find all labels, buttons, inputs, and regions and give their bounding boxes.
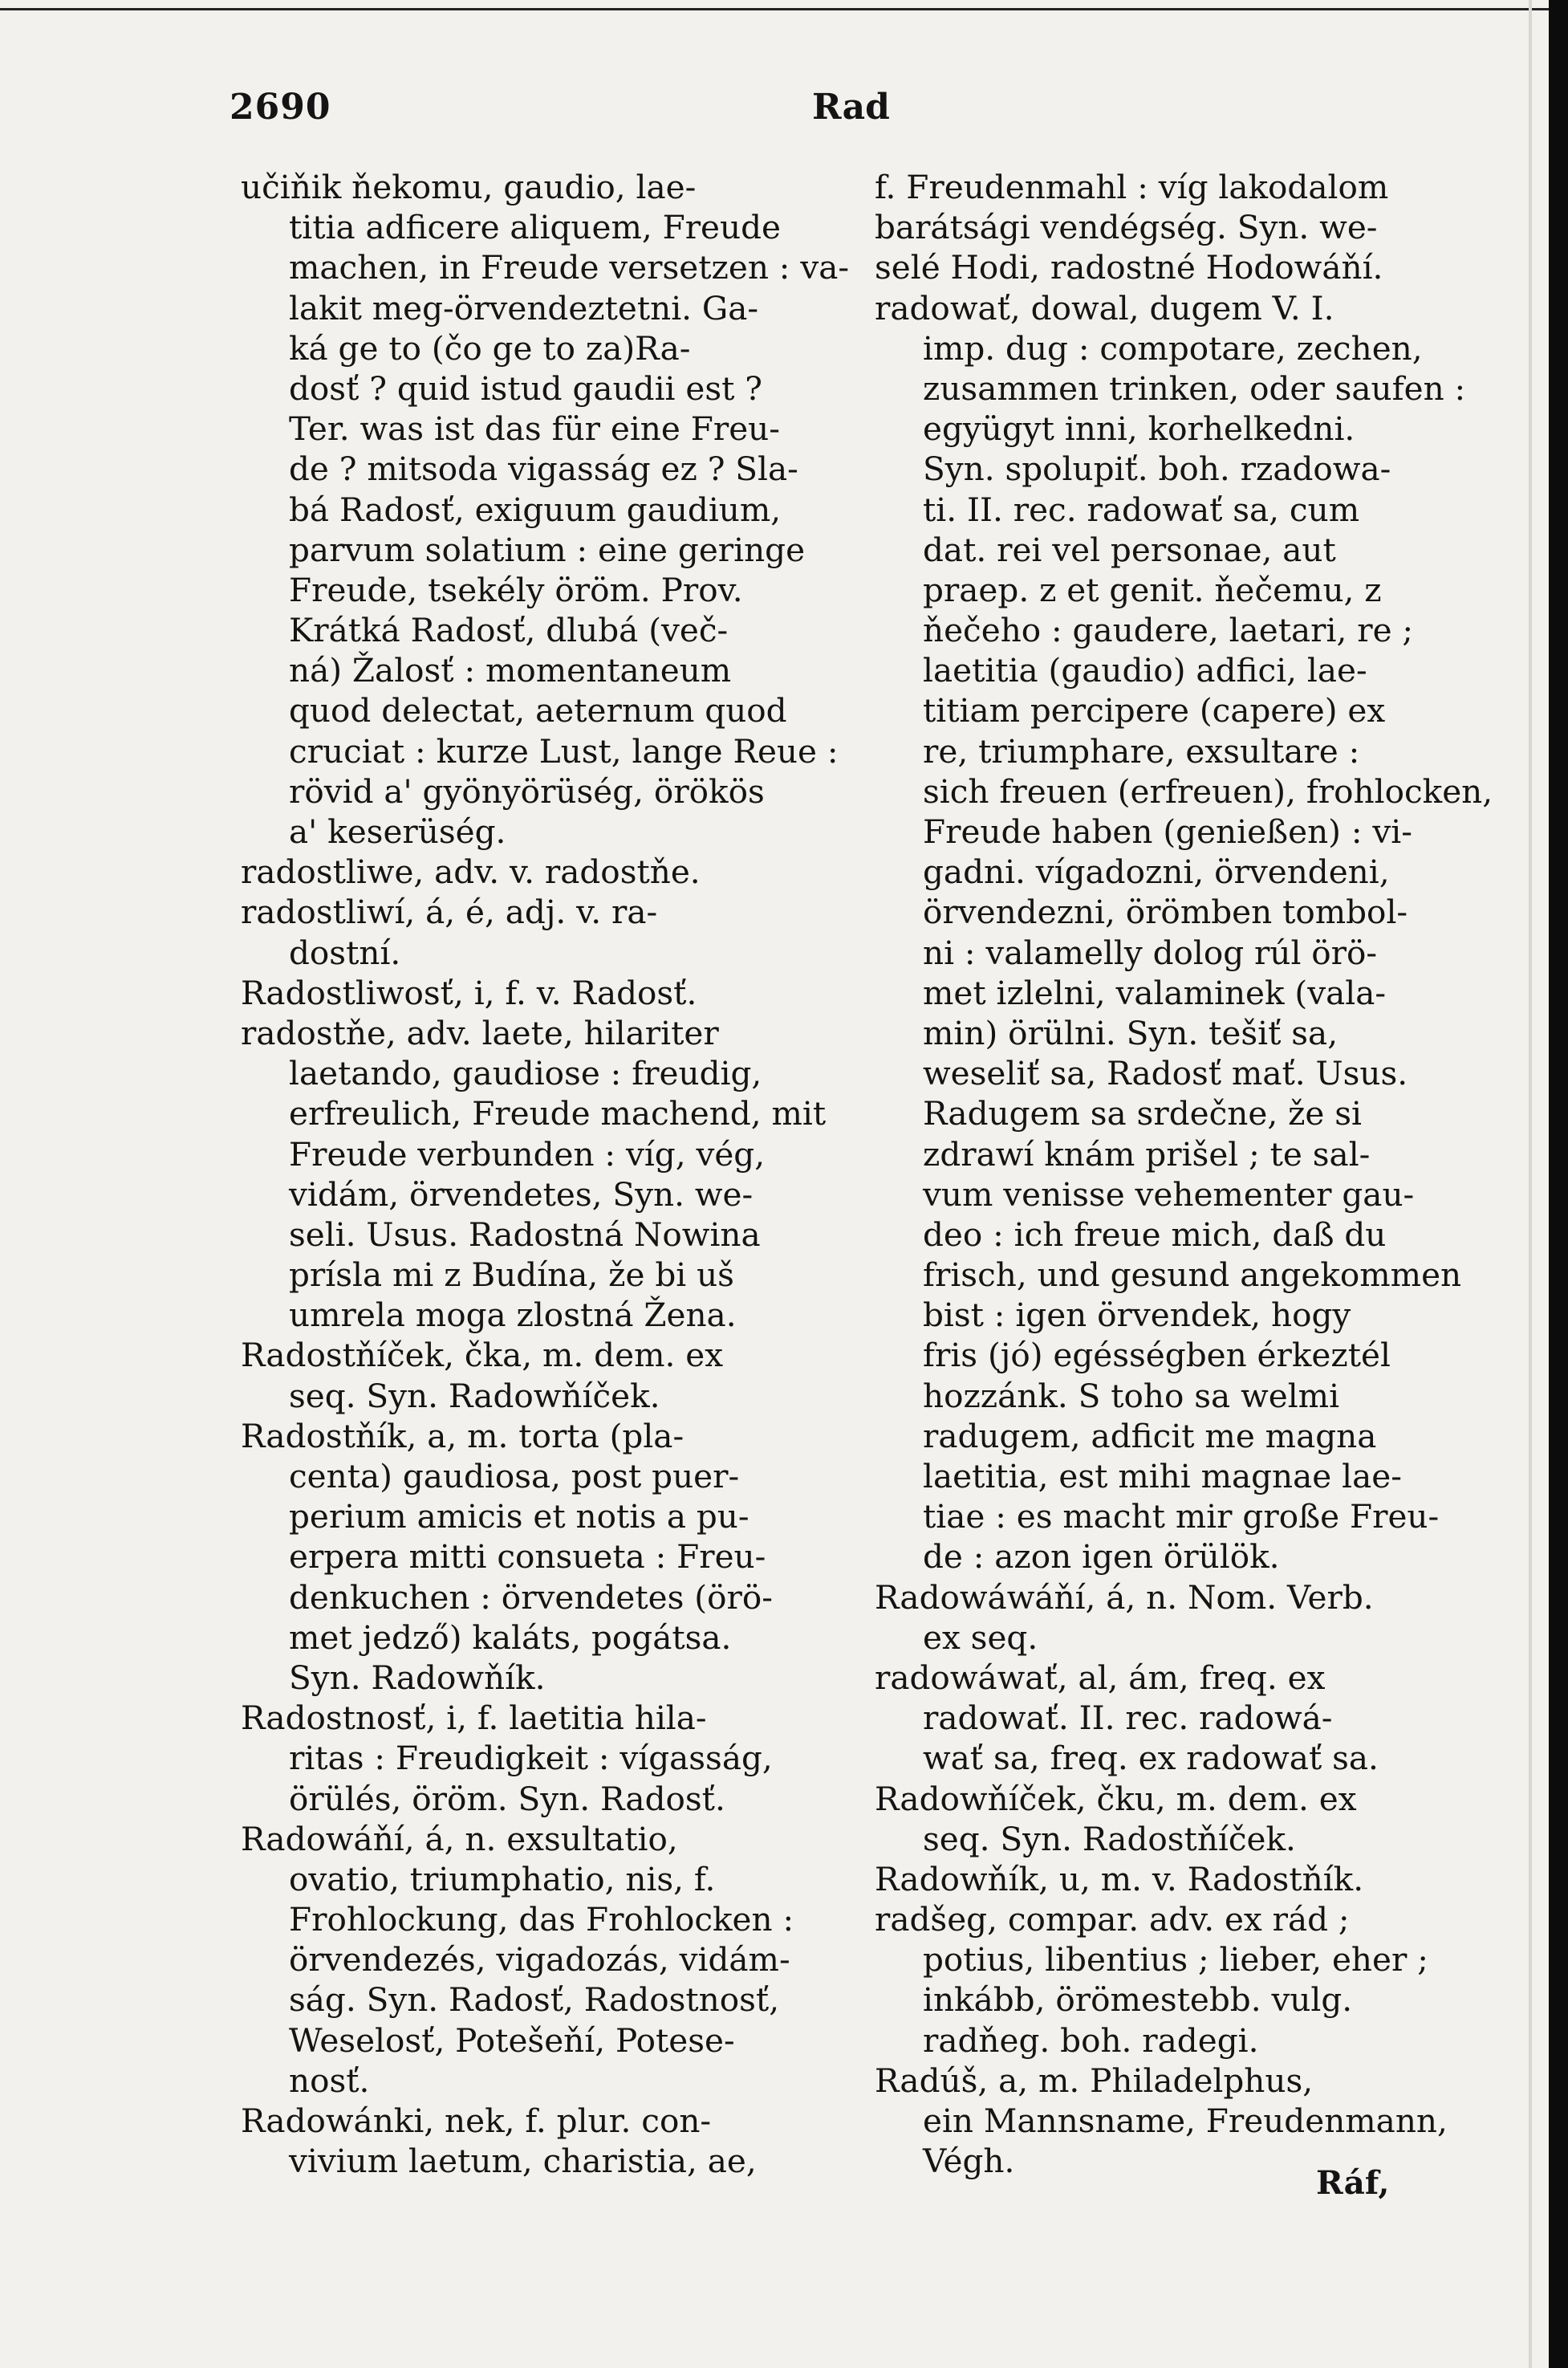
entry-line: sich freuen (erfreuen), frohlocken, — [923, 771, 1493, 811]
entry-headword-line: Radowňíček, čku, m. dem. ex — [875, 1779, 1357, 1818]
entry-line: Freude verbunden : víg, vég, — [289, 1134, 766, 1174]
entry-line: laetitia (gaudio) adfici, lae- — [923, 651, 1367, 690]
entry-line: Freude haben (genießen) : vi- — [923, 812, 1412, 851]
entry-headword-line: Radowáwáňí, á, n. Nom. Verb. — [875, 1577, 1374, 1617]
entry-line: Freude, tsekély öröm. Prov. — [289, 570, 743, 609]
entry-line: weseliť sa, Radosť mať. Usus. — [923, 1054, 1408, 1093]
entry-line: dostní. — [289, 933, 401, 972]
entry-line: imp. dug : compotare, zechen, — [923, 328, 1423, 368]
entry-line: machen, in Freude versetzen : va- — [289, 248, 850, 287]
entry-line: laetando, gaudiose : freudig, — [289, 1054, 762, 1093]
entry-line: dosť ? quid istud gaudii est ? — [289, 368, 762, 408]
entry-headword-line: radowáwať, al, ám, freq. ex — [875, 1658, 1326, 1697]
entry-line: hozzánk. S toho sa welmi — [923, 1376, 1340, 1415]
entry-headword-line: radšeg, compar. adv. ex rád ; — [875, 1900, 1350, 1939]
entry-line: centa) gaudiosa, post puer- — [289, 1457, 740, 1495]
entry-line: fris (jó) egésségben érkeztél — [923, 1336, 1391, 1375]
entry-headword-line: Radúš, a, m. Philadelphus, — [875, 2061, 1314, 2100]
entry-headword-line: Radostňíček, čka, m. dem. ex — [241, 1336, 724, 1375]
entry-line: de ? mitsoda vigasság ez ? Sla- — [289, 450, 798, 489]
entry-line: Weselosť, Potešeňí, Potese- — [289, 2020, 735, 2060]
entry-line: ritas : Freudigkeit : vígasság, — [289, 1739, 773, 1778]
right-column — [875, 167, 1493, 2181]
entry-line: cruciat : kurze Lust, lange Reue : — [289, 731, 839, 771]
entry-line: selé Hodi, radostné Hodowáňí. — [875, 248, 1383, 287]
entry-line: ság. Syn. Radosť, Radostnosť, — [289, 1980, 780, 2020]
entry-line: Radugem sa srdečne, že si — [923, 1094, 1362, 1133]
entry-headword-line: radowať, dowal, dugem V. I. — [875, 288, 1334, 328]
entry-headword-line: Radowňík, u, m. v. Radostňík. — [875, 1859, 1364, 1898]
entry-line: deo : ich freue mich, daß du — [923, 1215, 1387, 1254]
entry-line: min) örülni. Syn. tešiť sa, — [923, 1013, 1338, 1052]
entry-headword-line: Radowánki, nek, f. plur. con- — [241, 2101, 712, 2140]
entry-headword-line: radostliwe, adv. v. radostňe. — [241, 852, 701, 892]
entry-line: bist : igen örvendek, hogy — [923, 1296, 1351, 1335]
entry-line: örvendezés, vigadozás, vidám- — [289, 1940, 790, 1979]
entry-line: titiam percipere (capere) ex — [923, 691, 1386, 730]
entry-headword-line: radostňe, adv. laete, hilariter — [241, 1013, 719, 1052]
left-column — [241, 167, 850, 2181]
entry-line: parvum solatium : eine geringe — [289, 530, 806, 569]
entry-line: Syn. Radowňík. — [289, 1658, 546, 1697]
entry-line: potius, libentius ; lieber, eher ; — [923, 1940, 1428, 1979]
entry-line: a' keserüség. — [289, 812, 506, 851]
entry-line: radňeg. boh. radegi. — [923, 2020, 1259, 2060]
entry-line: met jedző) kaláts, pogátsa. — [289, 1617, 732, 1657]
entry-line: met izlelni, valaminek (vala- — [923, 973, 1387, 1012]
entry-line: ká ge to (čo ge to za)Ra- — [289, 328, 691, 368]
entry-headword-line: Radostnosť, i, f. laetitia hila- — [241, 1699, 707, 1738]
entry-line: gadni. vígadozni, örvendeni, — [923, 852, 1390, 892]
entry-line: erpera mitti consueta : Freu- — [289, 1537, 766, 1577]
entry-line: ti. II. rec. radowať sa, cum — [923, 490, 1360, 529]
entry-headword-line: Radostňík, a, m. torta (pla- — [241, 1416, 684, 1455]
entry-line: denkuchen : örvendetes (örö- — [289, 1577, 773, 1617]
entry-line: perium amicis et notis a pu- — [289, 1497, 749, 1536]
entry-line: frisch, und gesund angekommen — [923, 1255, 1462, 1295]
entry-line: örvendezni, örömben tombol- — [923, 893, 1408, 932]
entry-line: dat. rei vel personae, aut — [923, 530, 1336, 569]
entry-line: seq. Syn. Radostňíček. — [923, 1819, 1296, 1858]
entry-line: zusammen trinken, oder saufen : — [923, 368, 1466, 408]
entry-line: de : azon igen örülök. — [923, 1537, 1280, 1577]
entry-line: Syn. spolupiť. boh. rzadowa- — [923, 450, 1391, 489]
entry-line: Ter. was ist das für eine Freu- — [289, 409, 780, 449]
running-head: Rad — [812, 87, 890, 128]
catchword: Ráf, — [1316, 2163, 1390, 2202]
entry-line: inkább, örömestebb. vulg. — [923, 1980, 1353, 2020]
entry-line: radowať. II. rec. radowá- — [923, 1699, 1333, 1738]
entry-line: wať sa, freq. ex radowať sa. — [923, 1739, 1379, 1778]
entry-line: quod delectat, aeternum quod — [289, 691, 787, 730]
entry-line: vum venisse vehementer gau- — [923, 1174, 1415, 1214]
entry-line: barátsági vendégség. Syn. we- — [875, 208, 1378, 247]
scan-margin — [1549, 0, 1568, 2368]
entry-line: örülés, öröm. Syn. Radosť. — [289, 1779, 725, 1818]
entry-line: laetitia, est mihi magnae lae- — [923, 1457, 1402, 1495]
entry-line: re, triumphare, exsultare : — [923, 731, 1360, 771]
entry-line: együgyt inni, korhelkedni. — [923, 409, 1355, 449]
entry-line: ná) Žalosť : momentaneum — [289, 651, 732, 690]
entry-line: bá Radosť, exiguum gaudium, — [289, 490, 782, 529]
entry-line: nosť. — [289, 2061, 370, 2100]
entry-line: rövid a' gyönyörüség, örökös — [289, 771, 765, 811]
entry-line: radugem, adficit me magna — [923, 1416, 1377, 1455]
entry-line: ni : valamelly dolog rúl örö- — [923, 933, 1378, 972]
entry-line: učiňik ňekomu, gaudio, lae- — [241, 168, 697, 206]
entry-line: tiae : es macht mir große Freu- — [923, 1497, 1440, 1536]
entry-headword-line: radostliwí, á, é, adj. v. ra- — [241, 893, 658, 932]
entry-line: Frohlockung, das Frohlocken : — [289, 1900, 794, 1939]
page-number: 2690 — [230, 87, 331, 128]
entry-line: Végh. — [923, 2142, 1015, 2181]
entry-line: erfreulich, Freude machend, mit — [289, 1094, 827, 1133]
entry-line: ovatio, triumphatio, nis, f. — [289, 1859, 716, 1898]
top-rule — [0, 8, 1549, 10]
entry-line: vivium laetum, charistia, ae, — [289, 2142, 757, 2181]
entry-line: lakit meg-örvendeztetni. Ga- — [289, 288, 759, 328]
entry-line: umrela moga zlostná Žena. — [289, 1296, 737, 1335]
entry-line: titia adficere aliquem, Freude — [289, 208, 781, 247]
entry-line: zdrawí knám prišel ; te sal- — [923, 1134, 1371, 1174]
entry-line: seq. Syn. Radowňíček. — [289, 1376, 660, 1415]
entry-line: seli. Usus. Radostná Nowina — [289, 1215, 761, 1254]
page-fold — [1529, 0, 1532, 2368]
entry-line: ňečeho : gaudere, laetari, re ; — [923, 611, 1414, 650]
entry-headword-line: Radowáňí, á, n. exsultatio, — [241, 1819, 678, 1858]
entry-line: prísla mi z Budína, že bi uš — [289, 1255, 734, 1295]
entry-line: ein Mannsname, Freudenmann, — [923, 2101, 1448, 2140]
entry-line: Krátká Radosť, dlubá (več- — [289, 611, 729, 650]
entry-line: ex seq. — [923, 1617, 1038, 1657]
entry-line: vidám, örvendetes, Syn. we- — [289, 1174, 754, 1214]
entry-line: praep. z et genit. ňečemu, z — [923, 570, 1382, 609]
entry-headword-line: Radostliwosť, i, f. v. Radosť. — [241, 973, 697, 1012]
entry-line: f. Freudenmahl : víg lakodalom — [875, 168, 1389, 206]
